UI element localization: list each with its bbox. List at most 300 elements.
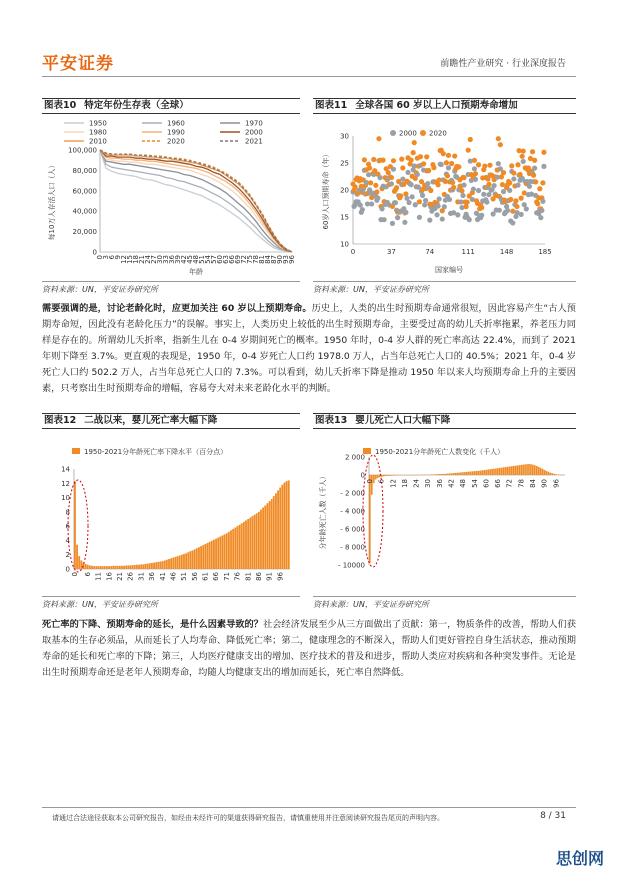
fig12-bar <box>177 556 179 569</box>
fig11-point-2000 <box>511 176 516 181</box>
fig11-point-2000 <box>471 187 476 192</box>
fig13-caption: 婴儿死亡人口大幅下降 <box>355 415 451 426</box>
fig12-bar <box>189 551 191 569</box>
fig13-bar <box>520 465 522 475</box>
fig11-x-tick: 0 <box>350 248 356 256</box>
fig13-bar <box>466 472 468 475</box>
fig11-point-2000 <box>436 203 441 208</box>
fig11-point-2020 <box>428 188 433 193</box>
fig11-point-2020 <box>389 175 394 180</box>
fig12-x-tick: 41 <box>158 572 167 581</box>
fig11-point-2020 <box>391 158 396 163</box>
fig13-bar <box>553 474 555 475</box>
fig13-bar <box>497 468 499 475</box>
fig12-legend-swatch <box>72 448 80 454</box>
fig11-chart <box>313 116 576 278</box>
fig13-bar <box>369 475 371 563</box>
fig11-point-2020 <box>476 162 481 167</box>
fig12-bar <box>153 563 155 569</box>
fig12-bar <box>160 562 162 570</box>
fig11-point-2000 <box>427 218 432 223</box>
fig11-point-2020 <box>496 136 501 141</box>
fig12-bar <box>162 561 164 569</box>
fig11-point-2000 <box>409 182 414 187</box>
fig13-x-tick: 0 <box>365 479 374 484</box>
fig11-point-2020 <box>514 204 519 209</box>
fig11-point-2000 <box>403 210 408 215</box>
fig13-bar <box>524 464 526 475</box>
fig12-bar <box>239 525 241 569</box>
fig13-bar <box>452 473 454 475</box>
fig11-point-2000 <box>532 166 537 171</box>
fig12-bar <box>147 564 149 569</box>
fig12-bar <box>127 565 129 569</box>
fig11-point-2020 <box>398 193 403 198</box>
fig11-legend-swatch <box>420 130 426 136</box>
fig12-bar <box>181 555 183 569</box>
fig12-x-tick: 71 <box>222 572 231 581</box>
fig13-bar <box>499 468 501 475</box>
fig12-bar <box>104 566 106 569</box>
fig13-y-tick: 0 <box>360 471 365 480</box>
fig11-point-2020 <box>482 163 487 168</box>
fig12-x-tick: 81 <box>244 572 253 581</box>
fig12-bar <box>224 534 226 569</box>
fig10-legend-label: 1950 <box>89 119 107 128</box>
fig12-bar <box>228 532 230 569</box>
fig12-bar <box>98 566 100 569</box>
fig12-bar <box>151 563 153 569</box>
fig11-point-2000 <box>360 207 365 212</box>
fig12-bar <box>241 523 243 569</box>
fig11-point-2000 <box>497 208 502 213</box>
fig12-bar <box>89 565 91 569</box>
fig13-bar <box>439 474 441 475</box>
fig12-bar <box>185 553 187 569</box>
fig10-x-tick: 30 <box>156 255 164 264</box>
fig13-y-tick: 2 000 <box>344 453 365 462</box>
fig12-bar <box>187 552 189 569</box>
fig11-point-2000 <box>507 188 512 193</box>
fig12-bar <box>183 554 185 569</box>
fig12-bar <box>138 565 140 569</box>
watermark-logo: 思创网 <box>555 849 604 868</box>
fig10-y-tick: 40,000 <box>72 207 97 216</box>
fig12-x-tick: 61 <box>201 572 210 581</box>
fig11-y-tick: 20 <box>340 186 349 195</box>
fig13-x-tick: 30 <box>424 479 433 488</box>
fig11-point-2020 <box>508 197 513 202</box>
fig12-bar <box>157 562 159 569</box>
fig11-point-2020 <box>450 180 455 185</box>
fig10-x-tick: 51 <box>198 255 206 264</box>
fig11-point-2000 <box>447 197 452 202</box>
fig11-point-2020 <box>424 154 429 159</box>
fig10-source: 资料来源：UN，平安证券研究所 <box>42 281 300 295</box>
fig12-legend-label: 1950-2021分年龄死亡率下降水平（百分点） <box>84 448 228 456</box>
fig12-bar <box>142 564 144 569</box>
fig12-x-tick: 0 <box>71 572 80 577</box>
fig12-y-tick: 2 <box>65 551 70 560</box>
fig13-bar <box>441 474 443 475</box>
fig12-bar <box>194 549 196 569</box>
fig13-bar <box>501 468 503 475</box>
fig11-point-2000 <box>496 161 501 166</box>
fig13-bar <box>447 474 449 475</box>
fig10-x-tick: 33 <box>162 255 170 264</box>
fig13-bar <box>538 467 540 475</box>
fig12-bar <box>91 566 93 569</box>
fig11-point-2020 <box>449 161 454 166</box>
fig10-x-tick: 39 <box>174 255 182 264</box>
fig12-bar <box>273 496 275 569</box>
fig13-x-tick: 54 <box>470 479 479 488</box>
fig12-bar <box>134 565 136 569</box>
fig11-legend-swatch <box>390 130 396 136</box>
fig12-bar <box>110 566 112 569</box>
fig10-x-tick: 9 <box>114 255 122 260</box>
fig11-point-2000 <box>389 181 394 186</box>
fig12-x-tick: 46 <box>169 572 178 581</box>
fig12-bar <box>207 543 209 569</box>
fig11-point-2020 <box>409 157 414 162</box>
fig10-x-tick: 75 <box>246 255 254 264</box>
fig13-bar <box>503 467 505 475</box>
fig11-point-2000 <box>377 175 382 180</box>
fig10-legend-label: 1980 <box>89 128 107 137</box>
fig13-x-tick: 66 <box>494 479 503 488</box>
fig11-point-2000 <box>492 183 497 188</box>
fig13-x-tick: 72 <box>505 479 514 488</box>
fig13-x-tick: 78 <box>517 479 526 488</box>
fig12-bar <box>115 566 117 569</box>
fig13-bar <box>549 473 551 475</box>
fig10-title <box>42 98 300 114</box>
fig10-x-tick: 60 <box>216 255 224 264</box>
fig13-bar <box>435 474 437 475</box>
fig11-point-2020 <box>540 180 545 185</box>
fig12-bar <box>262 508 264 569</box>
fig10-y-label: 每10万人存活人口（人） <box>48 161 56 241</box>
fig12-x-tick: 6 <box>83 572 92 577</box>
fig11-point-2020 <box>533 179 538 184</box>
fig11-point-2000 <box>476 188 481 193</box>
fig11-point-2020 <box>466 148 471 153</box>
fig12-bar <box>226 533 228 569</box>
fig13-x-tick: 90 <box>540 479 549 488</box>
fig12-bar <box>102 566 104 569</box>
fig10-legend-label: 1990 <box>167 128 185 137</box>
fig10-x-tick: 21 <box>138 255 146 264</box>
fig11-point-2020 <box>394 185 399 190</box>
fig11-point-2000 <box>393 200 398 205</box>
fig12-bar <box>281 485 283 569</box>
fig13-legend-label: 1950-2021分年龄死亡人数变化（千人） <box>375 448 505 456</box>
fig10-x-tick: 93 <box>282 255 290 264</box>
fig10-x-label: 年龄 <box>189 268 203 276</box>
fig12-bar <box>76 545 78 569</box>
fig11-point-2000 <box>540 199 545 204</box>
fig12-bar <box>172 558 174 569</box>
fig12-bar <box>95 566 97 569</box>
fig11-point-2000 <box>440 216 445 221</box>
fig10-x-tick: 96 <box>288 255 296 264</box>
fig12-bar <box>112 566 114 569</box>
fig12-bar <box>286 481 288 569</box>
fig10-legend-label: 2021 <box>245 137 263 146</box>
fig13-source: 资料来源：UN，平安证券研究所 <box>313 596 576 610</box>
fig10-x-tick: 6 <box>108 255 116 260</box>
fig10-x-tick: 36 <box>168 255 176 264</box>
fig13-bar <box>460 472 462 475</box>
report-type: 前瞻性产业研究 · 行业深度报告 <box>440 59 566 69</box>
fig11-point-2000 <box>486 192 491 197</box>
fig13-bar <box>542 469 544 475</box>
fig11-point-2000 <box>472 166 477 171</box>
fig12-bar <box>145 564 147 569</box>
fig11-caption: 全球各国 60 岁以上人口预期寿命增加 <box>355 100 518 111</box>
fig10-y-tick: 60,000 <box>72 187 97 196</box>
fig13-x-tick: 6 <box>377 479 386 484</box>
fig12-chart <box>42 431 300 593</box>
fig11-point-2000 <box>423 198 428 203</box>
fig11-point-2020 <box>498 142 503 147</box>
fig11-number: 图表11 <box>315 100 348 111</box>
fig12-bar <box>78 556 80 569</box>
fig13-bar <box>483 470 485 475</box>
fig11-point-2020 <box>421 161 426 166</box>
fig13-y-label: 分年龄死亡人数（千人） <box>319 472 327 550</box>
fig12-bar <box>222 535 224 569</box>
fig12-bar <box>106 566 108 569</box>
fig11-point-2000 <box>369 201 374 206</box>
fig13-bar <box>474 471 476 475</box>
fig10-x-tick: 87 <box>270 255 278 264</box>
fig11-point-2020 <box>431 165 436 170</box>
fig12-bar <box>149 563 151 569</box>
fig13-bar <box>548 472 550 475</box>
fig13-bar <box>456 473 458 475</box>
fig13-x-tick: 60 <box>482 479 491 488</box>
fig11-point-2020 <box>368 180 373 185</box>
fig12-bar <box>202 545 204 569</box>
fig12-bar <box>215 539 217 569</box>
fig12-x-tick: 11 <box>94 572 103 581</box>
fig12-bar <box>254 515 256 569</box>
fig11-point-2020 <box>464 204 469 209</box>
fig11-x-tick: 37 <box>386 248 396 256</box>
fig11-point-2020 <box>456 164 461 169</box>
fig12-y-tick: 6 <box>65 522 70 531</box>
fig12-bar <box>108 566 110 569</box>
fig11-legend-label: 2020 <box>429 129 447 138</box>
fig12-bar <box>245 520 247 569</box>
fig12-bar <box>130 565 132 569</box>
fig10-chart <box>42 116 300 278</box>
fig12-bar <box>198 547 200 569</box>
fig11-point-2000 <box>541 164 546 169</box>
fig11-point-2000 <box>375 196 380 201</box>
fig10-number: 图表10 <box>44 100 77 111</box>
fig11-point-2000 <box>479 213 484 218</box>
fig10-legend-label: 2010 <box>89 137 107 146</box>
fig10-x-tick: 90 <box>276 255 284 264</box>
fig12-bar <box>125 565 127 569</box>
fig12-bar <box>234 528 236 569</box>
fig10-legend-label: 2000 <box>245 128 263 137</box>
fig13-bar <box>522 465 524 475</box>
fig11-point-2020 <box>459 188 464 193</box>
fig12-y-tick: 10 <box>61 494 70 503</box>
fig13-number: 图表13 <box>315 415 348 426</box>
fig11-point-2000 <box>521 159 526 164</box>
fig13-bar <box>515 466 517 475</box>
fig12-bar <box>74 481 76 569</box>
fig11-point-2000 <box>519 212 524 217</box>
fig12-bar <box>247 519 249 569</box>
fig11-point-2000 <box>391 167 396 172</box>
fig10-legend-label: 1960 <box>167 119 185 128</box>
fig13-bar <box>462 472 464 475</box>
fig11-point-2020 <box>371 157 376 162</box>
fig13-bar <box>495 468 497 475</box>
fig12-bar <box>93 566 95 569</box>
fig13-bar <box>451 473 453 475</box>
fig11-point-2000 <box>505 208 510 213</box>
fig11-point-2000 <box>484 199 489 204</box>
fig10-y-tick: 80,000 <box>72 166 97 175</box>
fig11-point-2020 <box>436 182 441 187</box>
fig11-point-2020 <box>509 163 514 168</box>
fig13-bar <box>375 475 377 480</box>
fig11-point-2000 <box>415 172 420 177</box>
fig13-bar <box>383 475 385 476</box>
fig11-point-2000 <box>425 181 430 186</box>
fig11-point-2000 <box>442 204 447 209</box>
fig11-x-tick: 185 <box>538 248 552 256</box>
fig11-point-2000 <box>524 206 529 211</box>
fig13-bar <box>513 466 515 475</box>
fig13-bar <box>472 471 474 475</box>
fig11-x-tick: 148 <box>499 248 514 256</box>
fig11-point-2020 <box>501 170 506 175</box>
fig10-y-tick: 0 <box>92 248 97 257</box>
fig11-legend-label: 2000 <box>399 129 417 138</box>
fig12-bar <box>155 562 157 569</box>
fig13-bar <box>476 471 478 475</box>
page-number: 8 / 31 <box>540 811 566 821</box>
fig13-bar <box>544 470 546 475</box>
fig11-x-tick: 111 <box>461 248 475 256</box>
fig12-x-tick: 26 <box>126 572 135 581</box>
fig11-y-tick: 15 <box>340 213 349 222</box>
fig13-bar <box>377 475 379 478</box>
fig12-bar <box>140 564 142 569</box>
fig13-x-tick: 42 <box>447 479 456 488</box>
fig12-x-tick: 76 <box>233 572 242 581</box>
fig11-point-2000 <box>538 215 543 220</box>
fig12-bar <box>232 529 234 569</box>
fig13-bar <box>511 466 513 475</box>
paragraph-aging-lead: 需要强调的是，讨论老龄化时，应更加关注 60 岁以上预期寿命。 <box>42 303 312 314</box>
fig11-point-2000 <box>420 193 425 198</box>
fig13-bar <box>371 475 373 495</box>
fig13-x-tick: 18 <box>400 479 409 488</box>
fig12-x-tick: 66 <box>212 572 221 581</box>
fig12-bar <box>275 493 277 569</box>
fig13-x-tick: 12 <box>389 479 398 488</box>
fig11-point-2020 <box>513 198 518 203</box>
fig13-y-tick: - 10000 <box>337 561 365 570</box>
fig11-point-2020 <box>468 137 473 142</box>
fig13-bar <box>478 471 480 475</box>
fig11-point-2000 <box>382 217 387 222</box>
fig10-x-tick: 48 <box>192 255 200 264</box>
fig10-x-tick: 3 <box>102 255 110 260</box>
fig11-point-2020 <box>451 185 456 190</box>
fig12-bar <box>284 483 286 569</box>
fig11-point-2000 <box>406 200 411 205</box>
fig12-bar <box>123 566 125 569</box>
fig11-point-2020 <box>452 153 457 158</box>
fig13-bar <box>454 473 456 475</box>
company-logo: 平安证券 <box>42 54 114 74</box>
fig13-chart <box>313 431 576 593</box>
fig12-bar <box>168 559 170 569</box>
fig12-bar <box>213 540 215 569</box>
fig11-point-2020 <box>374 189 379 194</box>
fig12-bar <box>271 499 273 569</box>
fig12-bar <box>166 560 168 569</box>
fig11-point-2020 <box>487 163 492 168</box>
fig12-bar <box>80 560 82 569</box>
fig13-bar <box>443 474 445 475</box>
fig11-point-2020 <box>479 205 484 210</box>
fig12-bar <box>179 555 181 569</box>
fig11-point-2000 <box>405 170 410 175</box>
fig12-bar <box>279 488 281 569</box>
fig10-series-1960 <box>100 150 292 252</box>
fig11-point-2000 <box>390 221 395 226</box>
fig12-bar <box>85 564 87 569</box>
fig11-point-2000 <box>422 202 427 207</box>
fig12-y-tick: 8 <box>65 508 70 517</box>
fig12-x-tick: 91 <box>265 572 274 581</box>
fig12-bar <box>266 503 268 569</box>
fig13-bar <box>516 465 518 475</box>
fig13-bar <box>379 475 381 477</box>
fig13-bar <box>386 475 388 476</box>
fig13-bar <box>507 467 509 475</box>
fig11-point-2020 <box>531 173 536 178</box>
fig11-point-2020 <box>352 184 357 189</box>
fig13-bar <box>464 472 466 475</box>
fig11-point-2020 <box>411 150 416 155</box>
fig11-point-2000 <box>395 215 400 220</box>
fig12-caption: 二战以来，婴儿死亡率大幅下降 <box>84 415 218 426</box>
fig12-bar <box>170 558 172 569</box>
fig11-point-2000 <box>410 194 415 199</box>
fig11-point-2020 <box>520 154 525 159</box>
fig11-point-2020 <box>461 175 466 180</box>
fig12-source: 资料来源：UN，平安证券研究所 <box>42 596 300 610</box>
fig13-y-tick: - 8 000 <box>340 543 365 552</box>
fig12-bar <box>136 565 138 569</box>
fig12-bar <box>209 542 211 569</box>
fig12-bar <box>252 516 254 569</box>
fig13-bar <box>482 470 484 475</box>
fig11-point-2020 <box>486 182 491 187</box>
